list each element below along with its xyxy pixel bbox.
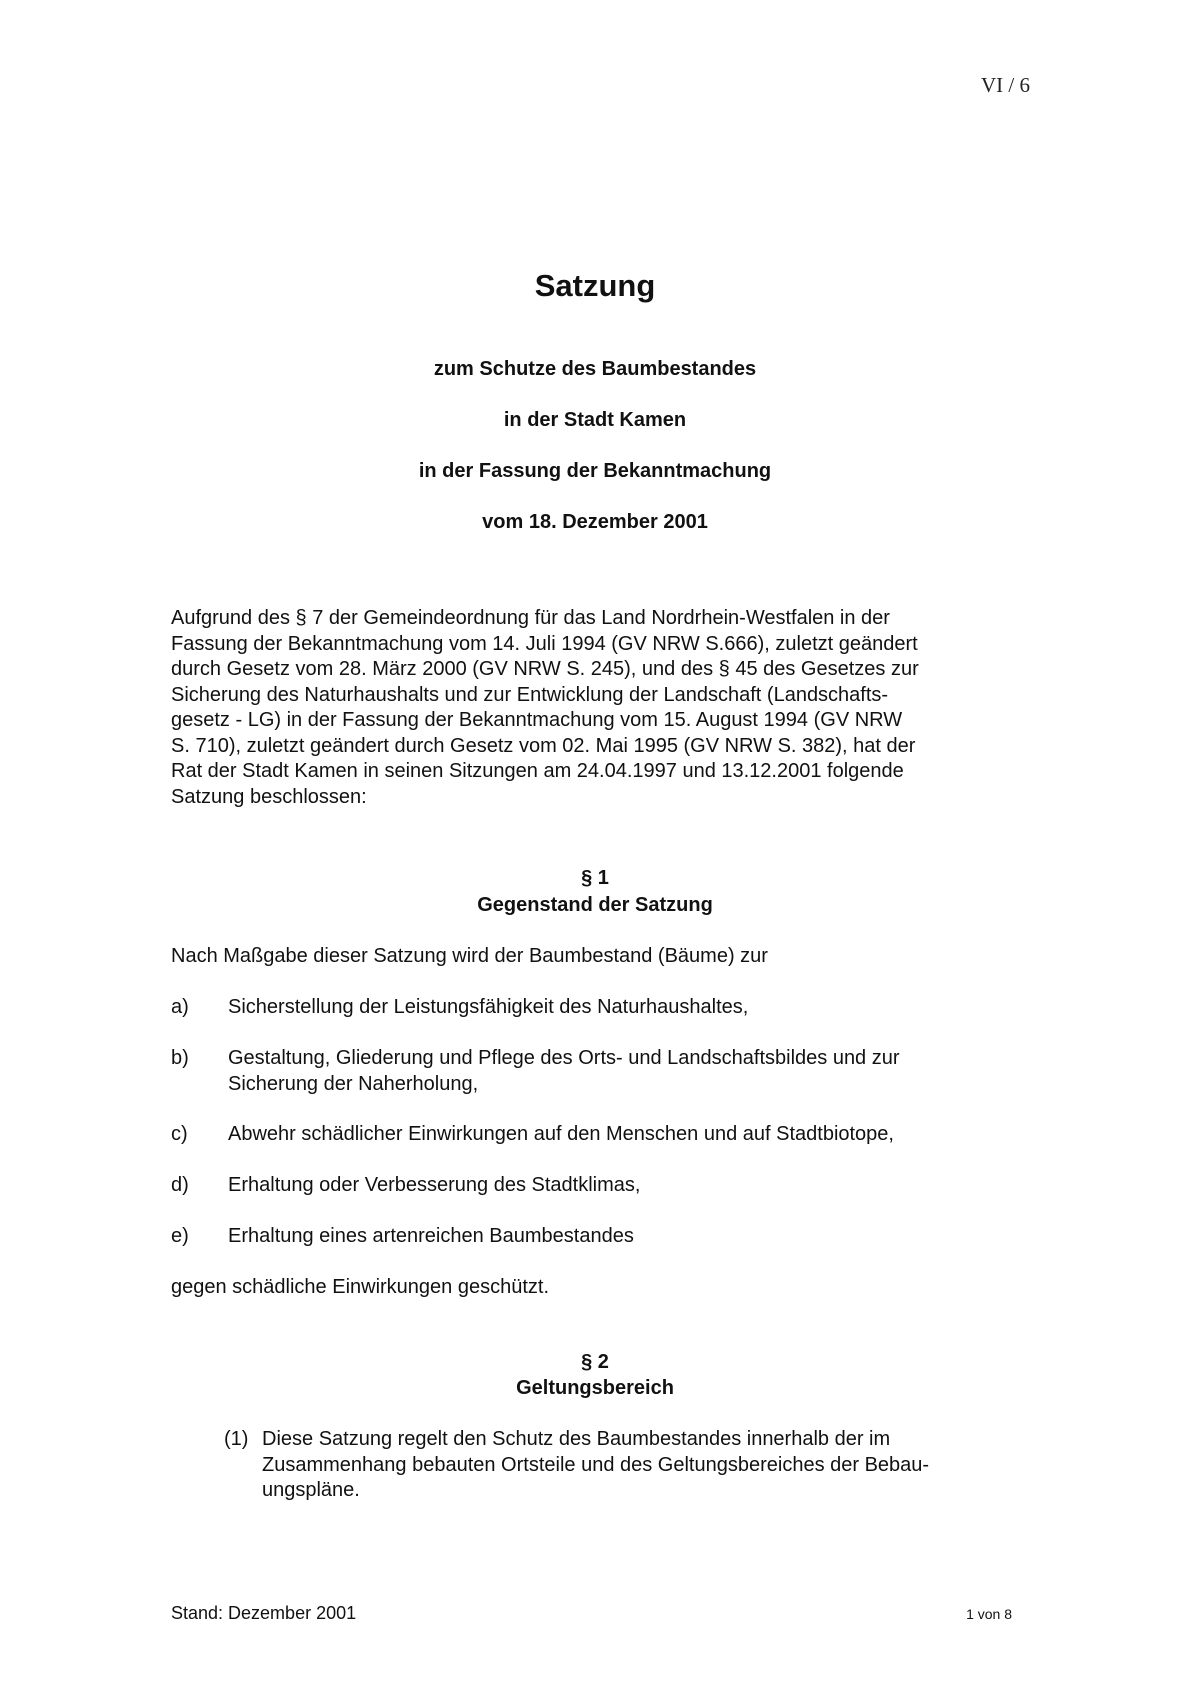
numbered-item-line: ungspläne. [262, 1479, 360, 1501]
preamble-paragraph [171, 606, 1001, 810]
page-number: VI / 6 [981, 73, 1030, 97]
section-1-intro: Nach Maßgabe dieser Satzung wird der Baumbestand (Bäume) zur [171, 945, 768, 967]
preamble-line: S. 710), zuletzt geändert durch Gesetz vom 02. Mai 1995 (GV NRW S. 382), hat der [171, 734, 916, 757]
preamble-line: Rat der Stadt Kamen in seinen Sitzungen am 24.04.1997 und 13.12.2001 folgende [171, 760, 904, 782]
list-item-text: Sicherstellung der Leistungsfähigkeit des Naturhaushaltes, [228, 996, 749, 1018]
list-item-letter: a) [171, 996, 189, 1018]
preamble-line: durch Gesetz vom 28. März 2000 (GV NRW S. 245), und des § 45 des Gesetzes zur [171, 658, 919, 680]
document-title: Satzung [534, 268, 656, 303]
numbered-item-line: Zusammenhang bebauten Ortsteile und des Geltungsbereiches der Bebau- [262, 1453, 930, 1476]
list-item-letter: d) [171, 1174, 189, 1196]
preamble-line: gesetz - LG) in der Fassung der Bekanntmachung vom 15. August 1994 (GV NRW [171, 709, 903, 731]
subtitle-line: vom 18. Dezember 2001 [482, 511, 708, 533]
section-1-heading: Gegenstand der Satzung [477, 894, 713, 916]
subtitle-line: in der Stadt Kamen [503, 409, 687, 431]
list-item-letter: e) [171, 1225, 189, 1247]
list-item-text: Erhaltung eines artenreichen Baumbestandes [228, 1225, 634, 1247]
list-item-text: Abwehr schädlicher Einwirkungen auf den Menschen und auf Stadtbiotope, [228, 1123, 894, 1145]
list-item-text: Erhaltung oder Verbesserung des Stadtklimas, [228, 1174, 641, 1196]
numbered-item-line: Diese Satzung regelt den Schutz des Baumbestandes innerhalb der im [262, 1428, 891, 1450]
preamble-line: Sicherung des Naturhaushalts und zur Entwicklung der Landschaft (Landschafts- [171, 683, 889, 706]
numbered-item-marker: (1) [224, 1428, 249, 1450]
section-2-number: § 2 [581, 1351, 609, 1373]
section-1-number: § 1 [581, 867, 609, 889]
subtitle-line: in der Fassung der Bekanntmachung [418, 460, 772, 482]
list-item-text [228, 1046, 1008, 1097]
section-1-closing: gegen schädliche Einwirkungen geschützt. [171, 1276, 550, 1298]
list-item-letter: c) [171, 1123, 188, 1145]
section-2-heading: Geltungsbereich [516, 1377, 674, 1399]
subtitle-line: zum Schutze des Baumbestandes [433, 358, 757, 380]
footer-page-of: 1 von 8 [966, 1606, 1012, 1622]
list-item-line: Gestaltung, Gliederung und Pflege des Orts- und Landschaftsbildes und zur [228, 1047, 900, 1069]
list-item-letter: b) [171, 1047, 189, 1069]
preamble-line: Fassung der Bekanntmachung vom 14. Juli 1994 (GV NRW S.666), zuletzt geändert [171, 632, 918, 655]
list-item-line: Sicherung der Naherholung, [228, 1072, 479, 1095]
numbered-item-text [262, 1427, 1007, 1504]
footer-stand: Stand: Dezember 2001 [171, 1603, 357, 1623]
preamble-line: Satzung beschlossen: [171, 785, 367, 808]
preamble-line: Aufgrund des § 7 der Gemeindeordnung für das Land Nordrhein-Westfalen in der [171, 607, 890, 629]
